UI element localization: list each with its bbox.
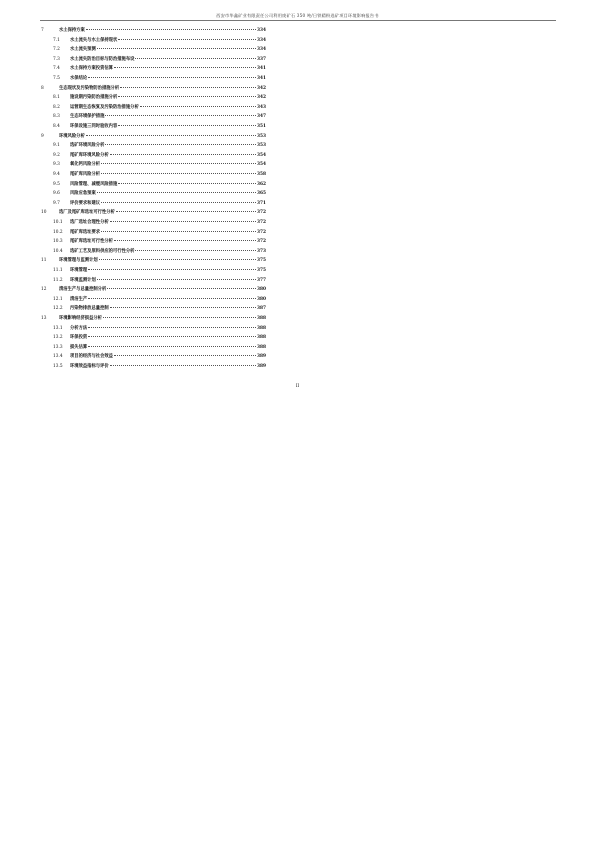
- toc-entry-number: 7.4: [53, 66, 60, 72]
- toc-entry-title: 环保设施三同时验收内容: [70, 124, 118, 129]
- toc-entry-page: 388: [257, 344, 266, 350]
- toc-entry-title: 水保结论: [70, 76, 88, 81]
- toc-dot-leader: [116, 211, 256, 212]
- toc-entry[interactable]: [53, 57, 266, 63]
- toc-entry-title: 环境影响经济损益分析: [59, 316, 102, 321]
- toc-entry-page: 342: [257, 85, 266, 91]
- toc-entry-number: 13.3: [53, 344, 63, 350]
- toc-dot-leader: [101, 163, 256, 164]
- toc-dot-leader: [110, 365, 256, 366]
- toc-dot-leader: [107, 288, 256, 289]
- toc-dot-leader: [86, 29, 256, 30]
- toc-entry-number: 10.3: [53, 239, 63, 245]
- toc-entry-page: 375: [257, 268, 266, 273]
- toc-entry-number: 7.1: [53, 37, 60, 43]
- toc-dot-leader: [99, 259, 256, 260]
- toc-entry-number: 10.2: [53, 229, 63, 235]
- toc-entry[interactable]: [53, 105, 266, 111]
- toc-entry-number: 13.2: [53, 335, 63, 341]
- toc-entry[interactable]: [53, 364, 266, 370]
- toc-entry[interactable]: [53, 335, 266, 341]
- toc-entry[interactable]: [53, 230, 266, 236]
- toc-entry-title: 环境管理与监测计划: [59, 258, 98, 264]
- toc-entry-page: 372: [257, 229, 266, 235]
- toc-entry-number: 7.2: [53, 47, 60, 53]
- toc-entry-page: 341: [257, 66, 266, 72]
- toc-entry-title: 选厂选址合理性分析: [70, 220, 109, 225]
- toc-entry-title: 施设期污染防治措施分析: [70, 95, 118, 101]
- toc-entry-number: 12.1: [53, 296, 63, 302]
- toc-entry-number: 9.7: [53, 200, 60, 206]
- toc-entry[interactable]: [53, 326, 266, 332]
- toc-entry[interactable]: [41, 258, 266, 264]
- toc-entry-title: 环境监测计划: [70, 277, 96, 283]
- toc-entry[interactable]: [53, 201, 266, 207]
- toc-entry-number: 8: [41, 85, 44, 91]
- toc-dot-leader: [135, 250, 256, 251]
- toc-entry-page: 380: [257, 287, 266, 293]
- toc-dot-leader: [101, 173, 256, 174]
- toc-entry-page: 354: [257, 152, 266, 158]
- toc-entry-page: 372: [257, 220, 266, 225]
- toc-entry-page: 375: [257, 258, 266, 264]
- toc-entry-title: 水土流失与水土保持现状: [70, 37, 118, 43]
- toc-dot-leader: [88, 298, 256, 299]
- toc-entry-title: 环境风险分析: [59, 133, 85, 139]
- toc-entry-page: 334: [257, 47, 266, 53]
- toc-dot-leader: [101, 231, 256, 232]
- toc-entry-title: 损失估算: [70, 344, 88, 350]
- toc-entry[interactable]: [53, 220, 266, 226]
- toc-entry-title: 氧化钙风险分析: [70, 162, 101, 168]
- toc-entry-page: 380: [257, 296, 266, 302]
- toc-entry[interactable]: [41, 210, 266, 216]
- toc-entry-title: 项目的经济与社会效益: [70, 354, 113, 360]
- toc-entry-number: 10: [41, 210, 47, 216]
- toc-entry-title: 环保投资: [70, 335, 88, 341]
- toc-entry[interactable]: [53, 182, 266, 188]
- toc-entry-title: 水土流失防治目标与防治措施布设: [70, 56, 135, 62]
- toc-dot-leader: [88, 346, 256, 347]
- toc-entry-title: 环境管理: [70, 268, 88, 273]
- toc-dot-leader: [97, 279, 256, 280]
- toc-entry-page: 372: [257, 239, 266, 245]
- toc-entry-number: 10.1: [53, 220, 63, 225]
- toc-dot-leader: [101, 202, 256, 203]
- toc-entry-page: 341: [257, 76, 266, 81]
- toc-entry-title: 清洁生产: [70, 296, 88, 302]
- toc-entry-title: 清洁生产与总量控制分析: [59, 287, 107, 293]
- toc-entry-page: 342: [257, 95, 266, 101]
- page-number: II: [295, 384, 300, 389]
- toc-entry[interactable]: [53, 76, 266, 82]
- toc-entry-title: 尾矿库选址可行性分析: [70, 239, 113, 245]
- toc-entry-page: 343: [257, 104, 266, 110]
- toc-entry-page: 347: [257, 114, 266, 120]
- toc-dot-leader: [105, 144, 256, 145]
- toc-dot-leader: [118, 125, 256, 126]
- toc-entry-title: 风险应急预案: [70, 191, 96, 197]
- toc-entry[interactable]: [53, 162, 266, 168]
- toc-entry[interactable]: [53, 239, 266, 245]
- toc-entry-page: 334: [257, 37, 266, 43]
- toc-entry[interactable]: [53, 191, 266, 197]
- toc-entry[interactable]: [41, 287, 266, 293]
- toc-entry-number: 9.4: [53, 172, 60, 177]
- toc-dot-leader: [110, 154, 256, 155]
- toc-entry[interactable]: [53, 249, 266, 255]
- page-header: 西安市华鑫矿业有限责任公司利用废矿石 350 吨/日铁精粉选矿项目环境影响报告书: [216, 13, 379, 18]
- toc-entry-page: 388: [257, 335, 266, 341]
- toc-entry-page: 373: [257, 248, 266, 254]
- toc-entry-page: 377: [257, 277, 266, 283]
- toc-dot-leader: [135, 58, 256, 59]
- toc-entry[interactable]: [53, 114, 266, 120]
- toc-entry[interactable]: [41, 316, 266, 322]
- toc-dot-leader: [140, 106, 256, 107]
- toc-entry-title: 风险管理、减缓风险措施: [70, 181, 118, 187]
- toc-dot-leader: [97, 192, 256, 193]
- toc-dot-leader: [114, 67, 256, 68]
- toc-dot-leader: [88, 77, 256, 78]
- toc-entry-page: 389: [257, 354, 266, 360]
- toc-entry-title: 运营期生态恢复及污染防治措施分析: [70, 104, 139, 110]
- toc-entry-page: 354: [257, 162, 266, 168]
- toc-entry-number: 7.3: [53, 56, 60, 62]
- toc-dot-leader: [105, 115, 256, 116]
- toc-entry[interactable]: [41, 86, 266, 92]
- toc-dot-leader: [103, 317, 256, 318]
- toc-dot-leader: [118, 39, 256, 40]
- toc-entry-number: 8.4: [53, 124, 60, 129]
- toc-entry-title: 环境效益指标与评价: [70, 364, 109, 369]
- toc-entry-title: 选矿环境风险分析: [70, 143, 105, 149]
- toc-entry-title: 生态现状及污染物防治措施分析: [59, 85, 120, 91]
- toc-entry-number: 13: [41, 316, 47, 321]
- toc-entry-number: 13.5: [53, 364, 63, 369]
- toc-entry-page: 365: [257, 191, 266, 197]
- toc-entry-page: 362: [257, 181, 266, 187]
- toc-entry[interactable]: [53, 124, 266, 130]
- toc-entry[interactable]: [53, 268, 266, 274]
- toc-entry[interactable]: [53, 297, 266, 303]
- toc-entry-page: 389: [257, 364, 266, 369]
- toc-entry-number: 9.1: [53, 143, 60, 149]
- toc-entry-number: 9.2: [53, 152, 60, 158]
- toc-entry[interactable]: [53, 66, 266, 72]
- toc-entry-number: 7: [41, 28, 44, 33]
- toc-entry[interactable]: [53, 95, 266, 101]
- toc-entry-page: 337: [257, 56, 266, 62]
- toc-entry-number: 11: [41, 258, 47, 264]
- toc-entry-number: 12: [41, 287, 47, 293]
- toc-entry-number: 11.2: [53, 277, 63, 283]
- toc-entry[interactable]: [53, 38, 266, 44]
- toc-entry-page: 388: [257, 316, 266, 321]
- toc-entry-number: 10.4: [53, 248, 63, 254]
- toc-entry-page: 334: [257, 28, 266, 33]
- toc-entry-number: 13.1: [53, 325, 63, 331]
- toc-dot-leader: [88, 269, 256, 270]
- toc-entry-page: 351: [257, 124, 266, 129]
- toc-entry-number: 13.4: [53, 354, 63, 360]
- toc-entry-page: 387: [257, 306, 266, 312]
- toc-dot-leader: [118, 96, 256, 97]
- toc-entry-page: 371: [257, 200, 266, 206]
- toc-entry[interactable]: [53, 47, 266, 53]
- toc-entry-title: 评价要求和建议: [70, 200, 101, 206]
- toc-entry-number: 12.2: [53, 306, 63, 312]
- toc-entry-page: 353: [257, 133, 266, 139]
- toc-entry-number: 8.2: [53, 104, 60, 110]
- toc-entry-number: 9.6: [53, 191, 60, 197]
- toc-entry-number: 9.3: [53, 162, 60, 168]
- toc-entry-title: 选矿工艺及原料供应的可行性分析: [70, 248, 135, 254]
- toc-entry[interactable]: [53, 278, 266, 284]
- toc-entry-title: 水土流失预测: [70, 47, 96, 53]
- toc-entry-title: 尾矿库风险分析: [70, 172, 101, 177]
- toc-dot-leader: [114, 240, 256, 241]
- toc-entry[interactable]: [53, 153, 266, 159]
- toc-dot-leader: [114, 355, 256, 356]
- toc-entry[interactable]: [53, 354, 266, 360]
- toc-entry[interactable]: [41, 28, 266, 34]
- toc-dot-leader: [110, 307, 256, 308]
- toc-entry-number: 8.3: [53, 114, 60, 120]
- toc-entry-title: 分析方法: [70, 325, 88, 331]
- toc-entry-page: 388: [257, 325, 266, 331]
- toc-entry-title: 水土保持方案: [59, 28, 85, 33]
- toc-entry-number: 11.1: [53, 268, 63, 273]
- toc-entry-title: 水土保持方案投资估算: [70, 66, 113, 72]
- toc-dot-leader: [118, 183, 256, 184]
- toc-entry[interactable]: [53, 172, 266, 178]
- toc-entry-title: 污染物排放总量控制: [70, 306, 109, 312]
- toc-dot-leader: [110, 221, 256, 222]
- toc-entry-number: 9: [41, 133, 44, 139]
- toc-entry-title: 选厂及尾矿库选址可行性分析: [59, 210, 115, 216]
- toc-dot-leader: [86, 135, 256, 136]
- toc-dot-leader: [97, 48, 256, 49]
- toc-dot-leader: [88, 336, 256, 337]
- toc-entry-title: 尾矿库选址要求: [70, 229, 101, 235]
- toc-entry[interactable]: [41, 134, 266, 140]
- toc-dot-leader: [120, 87, 256, 88]
- toc-entry-number: 8.1: [53, 95, 60, 101]
- toc-entry[interactable]: [53, 143, 266, 149]
- toc-entry-title: 生态环境保护措施: [70, 114, 105, 120]
- toc-entry-page: 353: [257, 143, 266, 149]
- toc-entry-page: 372: [257, 210, 266, 216]
- toc-entry-number: 7.5: [53, 76, 60, 81]
- toc-dot-leader: [88, 327, 256, 328]
- toc-entry[interactable]: [53, 345, 266, 351]
- toc-entry-page: 358: [257, 172, 266, 177]
- toc-entry[interactable]: [53, 306, 266, 312]
- toc-entry-number: 9.5: [53, 181, 60, 187]
- toc-entry-title: 尾矿库环境风险分析: [70, 152, 109, 158]
